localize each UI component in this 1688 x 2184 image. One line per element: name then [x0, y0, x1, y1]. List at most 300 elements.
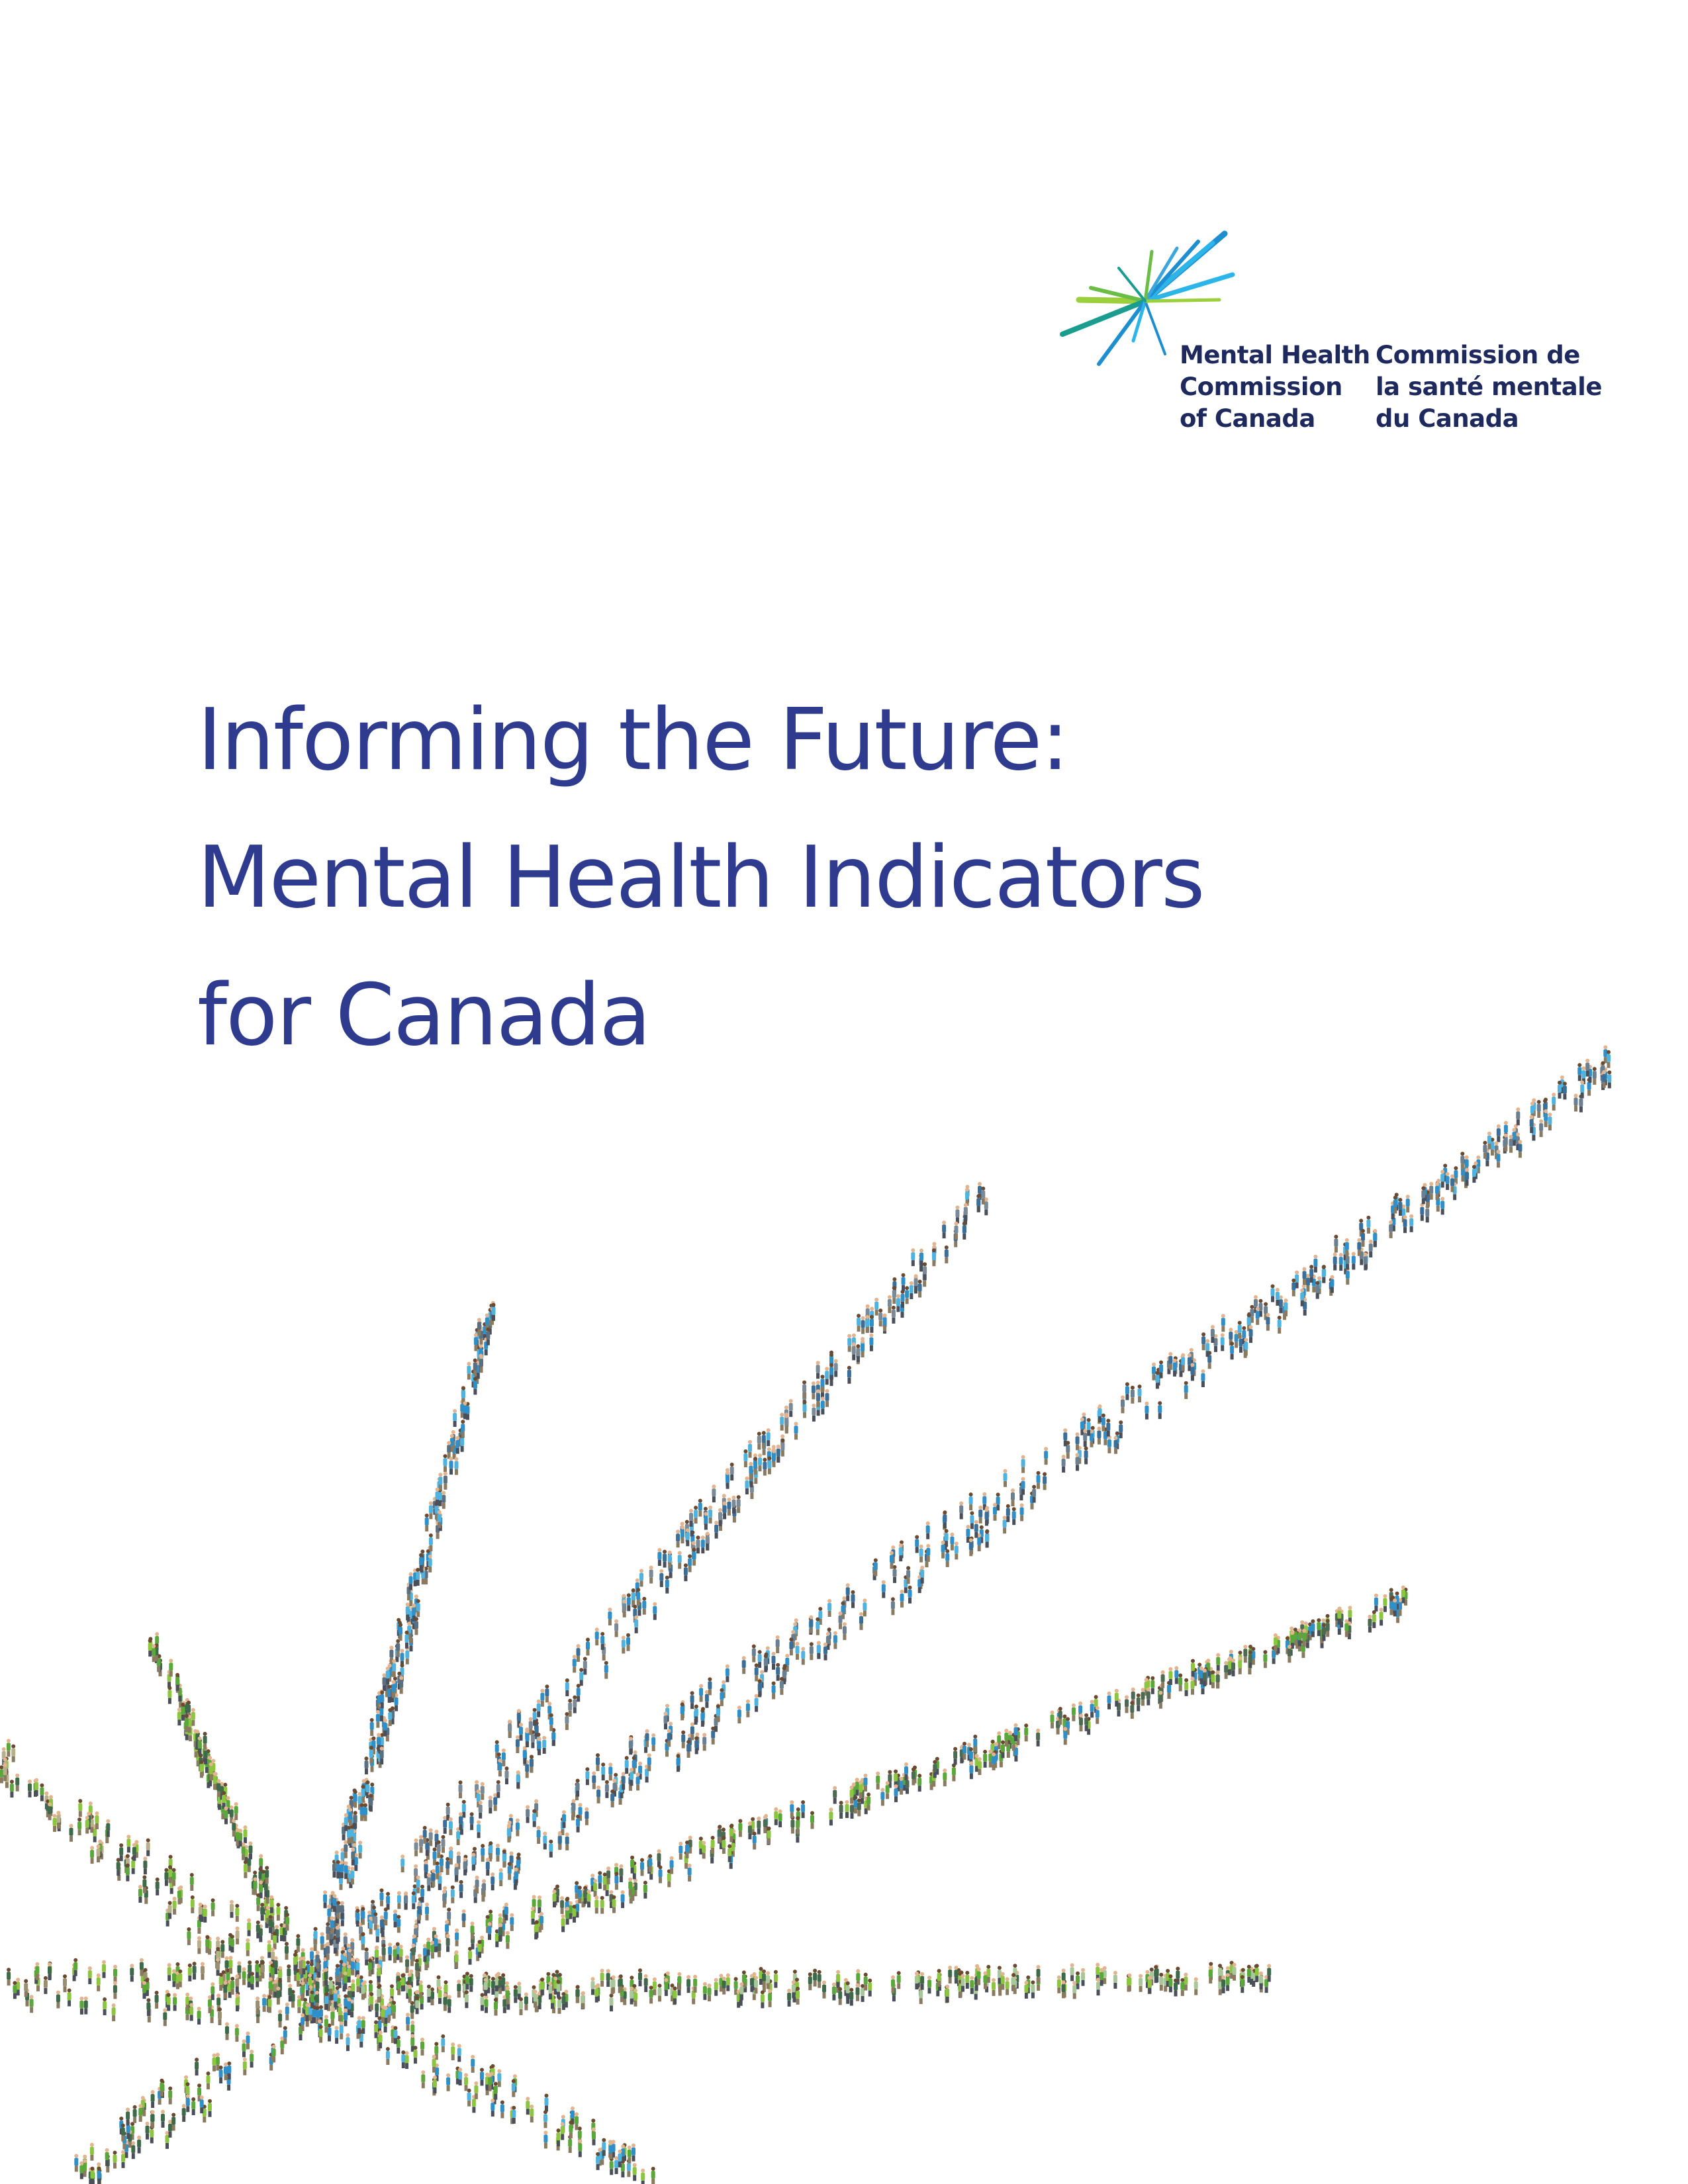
person-figure [203, 2105, 207, 2122]
person-figure [632, 1588, 635, 1606]
person-figure [506, 1931, 510, 1949]
person-figure [380, 1690, 384, 1708]
person-figure [978, 1757, 982, 1775]
person-figure [443, 1993, 447, 2011]
person-figure [596, 1753, 600, 1771]
person-figure [608, 1762, 612, 1780]
person-figure [471, 1853, 475, 1871]
person-figure [1291, 1279, 1295, 1297]
person-figure [845, 1800, 849, 1818]
person-figure [1602, 1070, 1606, 1088]
person-figure [369, 1746, 373, 1764]
person-figure [269, 1915, 273, 1933]
person-figure [1374, 1594, 1378, 1612]
person-figure [244, 1825, 248, 1843]
person-figure [267, 1940, 271, 1958]
person-figure [312, 2005, 316, 2023]
person-figure [776, 1635, 780, 1653]
person-figure [1062, 1980, 1066, 1998]
person-figure [1021, 1477, 1025, 1495]
person-figure [316, 1950, 320, 1968]
person-figure [865, 1315, 869, 1333]
person-figure [761, 1990, 765, 2008]
person-figure [576, 1985, 580, 2003]
person-figure [726, 1974, 730, 1991]
person-figure [126, 1835, 130, 1852]
person-figure [90, 2143, 94, 2161]
person-figure [492, 1303, 496, 1321]
person-figure [163, 2008, 167, 2026]
person-figure [912, 1768, 915, 1786]
person-figure [832, 1983, 836, 2001]
person-figure [463, 1858, 467, 1876]
person-figure [250, 1972, 254, 1989]
person-figure [1081, 1968, 1085, 1986]
person-figure [185, 1714, 189, 1732]
person-figure [113, 2151, 117, 2169]
person-figure [694, 1705, 698, 1723]
person-figure [256, 1921, 260, 1938]
person-figure [532, 1809, 536, 1827]
person-figure [668, 1551, 672, 1569]
person-figure [508, 1719, 512, 1737]
person-figure [1001, 1972, 1005, 1990]
person-figure [612, 1976, 616, 1993]
person-figure [558, 1832, 562, 1850]
person-figure [540, 1689, 544, 1707]
person-figure [246, 2032, 250, 2050]
person-figure [1214, 1334, 1218, 1352]
person-figure [1154, 1965, 1158, 1983]
person-figure [230, 1934, 234, 1952]
person-figure [419, 1980, 423, 1998]
person-figure [56, 1991, 60, 2009]
person-figure [846, 1981, 850, 1999]
person-figure [864, 1774, 868, 1792]
person-figure [965, 1971, 969, 1989]
person-figure [220, 1940, 224, 1958]
person-figure [340, 2021, 344, 2039]
person-figure [1333, 1253, 1337, 1271]
person-figure [351, 1979, 355, 1997]
person-figure [1044, 1447, 1048, 1465]
person-figure [772, 1682, 776, 1700]
person-figure [961, 1974, 965, 1992]
person-figure [665, 1576, 669, 1594]
person-figure [330, 2008, 334, 2026]
person-figure [358, 1841, 362, 1858]
person-figure [1446, 1172, 1450, 1190]
person-figure [361, 1907, 365, 1925]
person-figure [142, 1981, 146, 1999]
person-figure [229, 1956, 233, 1974]
person-figure [548, 1981, 552, 1999]
person-figure [886, 1781, 890, 1799]
person-figure [636, 1772, 640, 1790]
person-figure [757, 1817, 761, 1835]
person-figure [1216, 1670, 1220, 1688]
person-figure [428, 1555, 432, 1572]
person-figure [365, 1756, 369, 1774]
person-figure [722, 1836, 726, 1854]
person-figure [386, 2047, 390, 2065]
person-figure [748, 1440, 752, 1458]
person-figure [1263, 1650, 1267, 1668]
person-figure [1161, 1670, 1165, 1688]
person-figure [577, 1644, 581, 1662]
person-figure [336, 1860, 340, 1878]
person-figure [388, 1942, 392, 1960]
person-figure [1364, 1252, 1368, 1270]
person-figure [1607, 1070, 1611, 1088]
person-figure [1230, 1342, 1234, 1359]
person-figure [857, 1314, 861, 1332]
person-figure [1184, 1381, 1188, 1399]
person-figure [870, 1315, 874, 1333]
person-figure [529, 1717, 533, 1735]
person-figure [568, 1699, 572, 1717]
org-en-line: of Canada [1180, 404, 1315, 433]
person-figure [557, 1980, 561, 1998]
person-figure [1178, 1674, 1182, 1692]
person-figure [950, 1533, 954, 1551]
person-figure [360, 1803, 364, 1821]
person-figure [256, 1997, 259, 2015]
person-figure [235, 2024, 239, 2042]
person-figure [409, 1572, 413, 1590]
person-figure [340, 1901, 344, 1919]
person-figure [400, 1974, 404, 1991]
person-figure [442, 1889, 446, 1907]
person-figure [415, 1959, 419, 1977]
person-figure [592, 1771, 596, 1789]
person-figure [1184, 1678, 1188, 1696]
person-figure [259, 1880, 263, 1898]
person-figure [207, 2071, 211, 2089]
person-figure [690, 1691, 694, 1709]
person-figure [173, 1993, 177, 2011]
person-figure [531, 1907, 535, 1925]
person-figure [978, 1506, 982, 1524]
person-figure [1012, 1507, 1016, 1525]
person-figure [90, 1846, 94, 1864]
person-figure [767, 1827, 771, 1844]
person-figure [651, 2167, 655, 2184]
person-figure [1148, 1976, 1152, 1994]
title-line: Informing the Future: [197, 691, 1068, 790]
person-figure [70, 1824, 73, 1842]
person-figure [606, 1969, 610, 1987]
person-figure [430, 1940, 434, 1958]
person-figure [225, 2023, 229, 2040]
person-figure [425, 1903, 429, 1921]
person-figure [526, 2097, 530, 2115]
person-figure [332, 1860, 336, 1878]
person-figure [438, 1473, 442, 1490]
person-figure [803, 1400, 807, 1418]
person-figure [859, 1612, 863, 1630]
person-figure [1509, 1135, 1513, 1153]
person-figure [829, 1807, 833, 1825]
person-figure [0, 1765, 3, 1783]
person-figure [1352, 1252, 1356, 1270]
person-figure [859, 1780, 863, 1798]
person-figure [484, 1978, 488, 1996]
person-figure [917, 1774, 921, 1792]
person-figure [473, 1359, 477, 1377]
person-figure [420, 2038, 424, 2056]
person-figure [465, 1972, 469, 1989]
person-figure [526, 1729, 530, 1747]
person-figure [446, 1934, 450, 1952]
person-figure [891, 1597, 895, 1615]
person-figure [619, 1864, 623, 1882]
person-figure [888, 1295, 892, 1313]
person-figure [874, 1298, 878, 1316]
person-figure [1080, 1418, 1084, 1435]
person-figure [140, 1958, 144, 1976]
person-figure [737, 1706, 741, 1723]
person-figure [1058, 1707, 1062, 1725]
person-figure [628, 1878, 632, 1895]
person-figure [537, 1700, 541, 1717]
person-figure [670, 1856, 674, 1874]
person-figure [973, 1735, 977, 1752]
person-figure [405, 1647, 409, 1664]
person-figure [619, 1974, 623, 1992]
person-figure [406, 1602, 410, 1620]
person-figure [396, 1639, 400, 1657]
person-figure [575, 2113, 579, 2130]
person-figure [3, 1763, 7, 1781]
person-figure [755, 1694, 759, 1712]
person-figure [254, 1878, 258, 1895]
person-figure [344, 1813, 348, 1831]
person-figure [1266, 1313, 1270, 1331]
person-figure [498, 1923, 502, 1941]
person-figure [614, 2156, 618, 2174]
person-figure [414, 1617, 418, 1635]
person-figure [688, 1555, 692, 1572]
person-figure [34, 1778, 38, 1796]
person-figure [1063, 1428, 1067, 1446]
person-figure [608, 1608, 612, 1625]
person-figure [451, 2042, 455, 2060]
person-figure [813, 1969, 817, 1987]
person-figure [151, 2110, 155, 2128]
person-figure [659, 1866, 663, 1884]
person-figure [285, 2003, 289, 2021]
person-figure [1180, 1978, 1184, 1996]
person-figure [780, 1413, 784, 1431]
person-figure [1309, 1265, 1313, 1283]
person-figure [693, 1975, 697, 1993]
person-figure [905, 1286, 909, 1304]
person-figure [801, 1647, 805, 1665]
person-figure [959, 1502, 963, 1520]
person-figure [810, 1811, 814, 1829]
person-figure [688, 1864, 692, 1882]
person-figure [638, 1968, 642, 1986]
person-figure [680, 1702, 684, 1720]
person-figure [444, 1472, 447, 1490]
person-figure [856, 1983, 860, 2001]
person-figure [1315, 1281, 1319, 1299]
person-figure [718, 1825, 722, 1843]
person-figure [1147, 1688, 1150, 1706]
person-figure [63, 1974, 67, 1992]
person-figure [455, 1457, 459, 1475]
person-figure [320, 1932, 324, 1950]
person-figure [113, 1981, 117, 1999]
person-figure [432, 2055, 436, 2073]
person-figure [222, 1791, 226, 1809]
person-figure [843, 1622, 847, 1640]
person-figure [355, 1958, 359, 1976]
person-figure [812, 1404, 816, 1422]
person-figure [1205, 1339, 1209, 1357]
person-figure [1190, 1363, 1194, 1381]
person-figure [776, 1445, 780, 1463]
person-figure [757, 1432, 761, 1449]
person-figure [641, 2169, 645, 2184]
person-figure [400, 1854, 404, 1872]
person-figure [1322, 1623, 1326, 1641]
person-figure [126, 2108, 130, 2126]
person-figure [738, 1819, 742, 1837]
person-figure [335, 2026, 339, 2044]
person-figure [132, 1843, 136, 1861]
person-figure [915, 1972, 919, 1989]
person-figure [852, 1342, 856, 1360]
person-figure [698, 1499, 702, 1517]
person-figure [790, 1800, 794, 1818]
person-figure [977, 1968, 981, 1985]
person-figure [1107, 1435, 1111, 1453]
person-figure [983, 1750, 987, 1768]
person-figure [816, 1361, 820, 1379]
person-figure [494, 1998, 498, 2016]
person-figure [604, 1661, 608, 1679]
person-figure [1211, 1325, 1215, 1343]
person-figure [576, 1779, 580, 1797]
person-figure [628, 2146, 632, 2163]
person-figure [1076, 1453, 1080, 1471]
person-figure [95, 1811, 99, 1829]
person-figure [1174, 1979, 1178, 1997]
person-figure [1096, 1978, 1100, 1995]
person-figure [506, 1987, 510, 2005]
person-figure [283, 2026, 287, 2044]
person-figure [155, 1991, 159, 2009]
person-figure [399, 1623, 402, 1641]
person-figure [573, 1905, 577, 1923]
person-figure [651, 1733, 655, 1751]
person-figure [981, 1187, 985, 1205]
person-figure [829, 1363, 833, 1381]
person-figure [369, 1794, 373, 1811]
person-figure [514, 1985, 518, 2003]
person-figure [1322, 1265, 1326, 1283]
person-figure [446, 2073, 450, 2091]
person-figure [1518, 1140, 1522, 1158]
person-figure [692, 1548, 696, 1566]
person-figure [690, 1722, 694, 1740]
person-figure [816, 1617, 820, 1635]
person-figure [167, 1993, 171, 2011]
person-figure [1004, 1729, 1008, 1747]
person-figure [627, 1593, 631, 1611]
person-figure [796, 1816, 800, 1834]
person-figure [324, 2015, 328, 2032]
person-figure [1249, 1325, 1253, 1343]
person-figure [664, 1978, 668, 1996]
person-figure [1420, 1203, 1424, 1221]
person-figure [1380, 1608, 1383, 1625]
person-figure [868, 1979, 872, 1997]
person-figure [1203, 1668, 1207, 1686]
person-figure [167, 1686, 171, 1704]
person-figure [1238, 1321, 1242, 1339]
person-figure [1125, 1383, 1129, 1400]
person-figure [481, 1993, 485, 2011]
person-figure [864, 1973, 868, 1991]
person-figure [1337, 1607, 1341, 1625]
person-figure [485, 1995, 489, 2013]
person-figure [201, 1962, 205, 1980]
person-figure [105, 2148, 109, 2166]
person-figure [622, 1600, 626, 1617]
person-figure [416, 1876, 420, 1893]
person-figure [383, 1673, 387, 1691]
person-figure [30, 1995, 34, 2013]
person-figure [7, 1739, 11, 1756]
person-figure [726, 1664, 729, 1682]
person-figure [1216, 1653, 1220, 1671]
person-figure [285, 1913, 289, 1931]
person-figure [387, 2003, 391, 2021]
org-fr-line: la santé mentale [1376, 373, 1602, 401]
person-figure [361, 1982, 365, 2000]
person-figure [138, 2104, 142, 2122]
person-figure [1107, 1692, 1111, 1709]
person-figure [943, 1510, 947, 1528]
person-figure [1152, 1363, 1156, 1381]
person-figure [177, 1707, 181, 1725]
person-figure [767, 1428, 771, 1446]
person-figure [481, 1844, 485, 1862]
person-figure [908, 1586, 912, 1604]
person-figure [1577, 1063, 1581, 1081]
person-figure [477, 1820, 481, 1838]
person-figure [324, 1968, 328, 1985]
person-figure [197, 2007, 201, 2025]
person-figure [920, 1972, 924, 1990]
person-figure [970, 1511, 974, 1529]
person-figure [678, 1551, 682, 1569]
person-figure [1138, 1385, 1142, 1402]
person-figure [796, 1642, 800, 1660]
person-figure [441, 2034, 445, 2052]
person-figure [473, 1377, 477, 1394]
person-figure [386, 1892, 390, 1910]
person-figure [614, 1619, 618, 1637]
person-figure [1121, 1395, 1125, 1413]
person-figure [467, 1362, 471, 1380]
person-figure [1221, 1314, 1225, 1332]
person-figure [219, 2066, 223, 2083]
person-figure [809, 1615, 813, 1633]
